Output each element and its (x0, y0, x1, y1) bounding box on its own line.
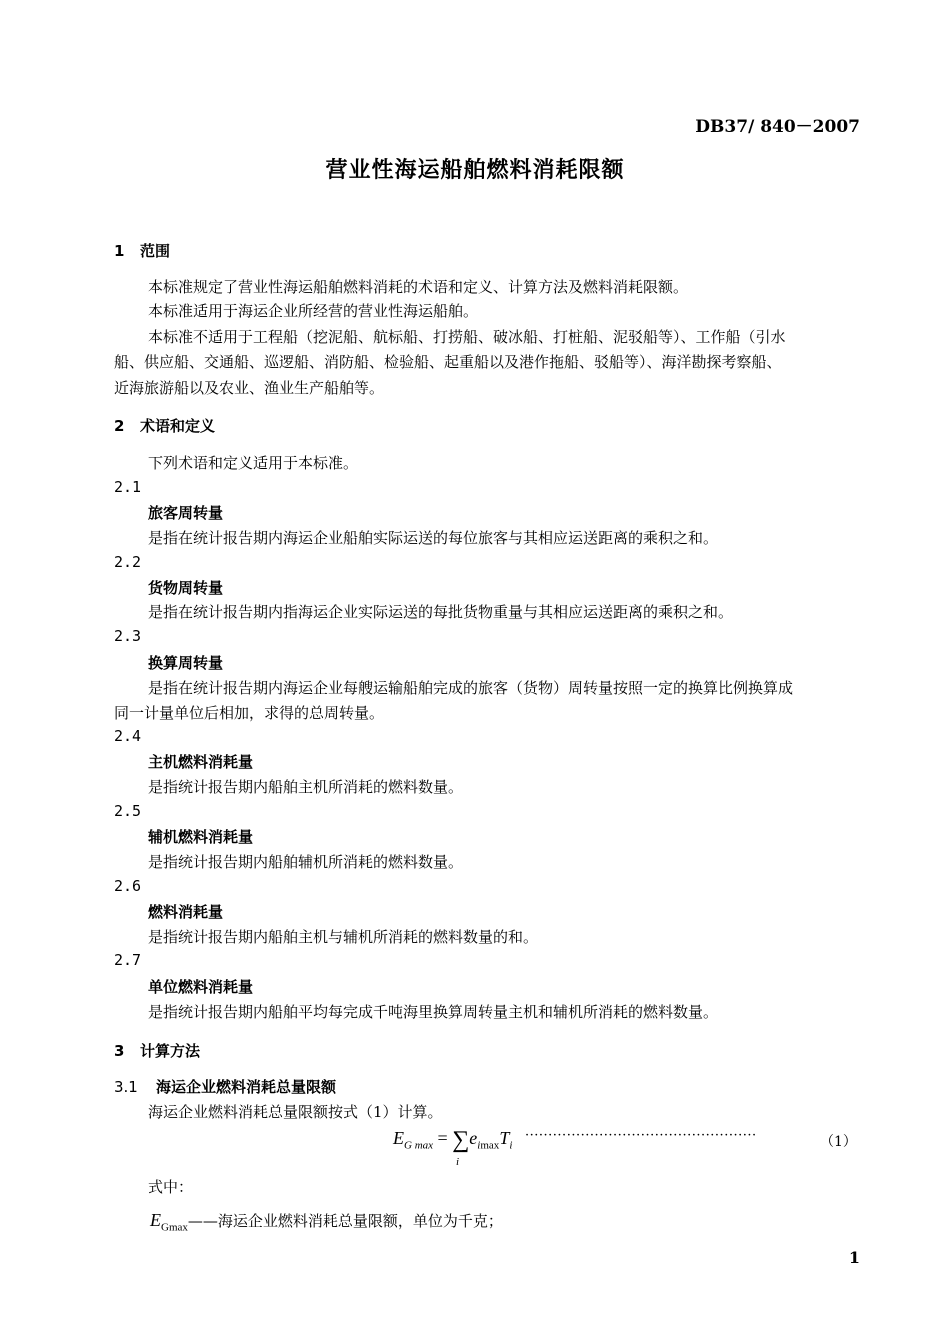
section-2-heading (114, 415, 215, 436)
term-definition: 是指统计报告期内船舶主机所消耗的燃料数量。 (148, 778, 464, 796)
section-title: 范围 (140, 242, 171, 260)
term-definition-continued: 同一计量单位后相加，求得的总周转量。 (114, 704, 385, 722)
formula-e-sub-i: i (477, 1139, 481, 1152)
variable-description: ——海运企业燃料消耗总量限额，单位为千克； (187, 1212, 503, 1230)
clause-number: 2.4 (114, 727, 142, 745)
section-number: 1 (114, 242, 125, 260)
clause-number: 2.3 (114, 627, 142, 645)
section-3-heading (114, 1040, 200, 1061)
formula-e-sub-max: max (480, 1139, 500, 1152)
variable-sub: Gmax (161, 1221, 188, 1234)
formula-number: （1） (820, 1134, 857, 1150)
section-number: 3 (114, 1042, 125, 1060)
clause-number: 2.5 (114, 802, 142, 820)
formula-lhs: E (393, 1128, 404, 1148)
term-definition: 是指统计报告期内船舶平均每完成千吨海里换算周转量主机和辅机所消耗的燃料数量。 (148, 1003, 719, 1021)
clause-number: 2.6 (114, 877, 142, 895)
term-heading: 旅客周转量 (148, 504, 224, 522)
term-heading: 主机燃料消耗量 (148, 753, 254, 771)
sum-symbol: ∑ (452, 1127, 470, 1153)
variable-definition (150, 1210, 503, 1234)
paragraph: 船、供应船、交通船、巡逻船、消防船、检验船、起重船以及港作拖船、驳船等）、海洋勘探考察船、 (114, 353, 782, 371)
paragraph: 下列术语和定义适用于本标准。 (148, 454, 359, 472)
subsection-3-1-heading (114, 1076, 336, 1097)
formula-lhs-sub: G max (404, 1139, 434, 1152)
section-1-heading (114, 240, 170, 261)
document-title: 营业性海运船舶燃料消耗限额 (325, 158, 625, 183)
where-label: 式中： (148, 1178, 194, 1196)
term-definition: 是指在统计报告期内海运企业船舶实际运送的每位旅客与其相应运送距离的乘积之和。 (148, 529, 719, 547)
term-heading: 辅机燃料消耗量 (148, 828, 254, 846)
section-number: 2 (114, 417, 125, 435)
standard-number: DB37/ 840－2007 (695, 117, 860, 137)
term-definition: 是指统计报告期内船舶辅机所消耗的燃料数量。 (148, 853, 464, 871)
variable-symbol: E (150, 1210, 161, 1230)
term-definition: 是指统计报告期内船舶主机与辅机所消耗的燃料数量的和。 (148, 928, 539, 946)
term-heading: 换算周转量 (148, 654, 224, 672)
term-heading: 货物周转量 (148, 579, 224, 597)
section-title: 术语和定义 (140, 417, 216, 435)
term-definition: 是指在统计报告期内海运企业每艘运输船舶完成的旅客（货物）周转量按照一定的换算比例换算成 (148, 679, 794, 697)
formula-leader-dots: ·················································· (525, 1128, 757, 1143)
subsection-title: 海运企业燃料消耗总量限额 (156, 1078, 337, 1096)
term-heading: 燃料消耗量 (148, 903, 224, 921)
paragraph: 近海旅游船以及农业、渔业生产船舶等。 (114, 379, 385, 397)
term-definition: 是指在统计报告期内指海运企业实际运送的每批货物重量与其相应运送距离的乘积之和。 (148, 603, 734, 621)
term-heading: 单位燃料消耗量 (148, 978, 254, 996)
formula-t-sub: i (509, 1139, 513, 1152)
sum-index: i (456, 1156, 460, 1168)
formula-e: e (469, 1128, 478, 1148)
paragraph: 本标准适用于海运企业所经营的营业性海运船舶。 (148, 302, 479, 320)
section-title: 计算方法 (140, 1042, 201, 1060)
clause-number: 2.1 (114, 478, 142, 496)
clause-number: 2.7 (114, 951, 142, 969)
formula-1 (393, 1124, 513, 1168)
paragraph: 海运企业燃料消耗总量限额按式（1）计算。 (148, 1103, 443, 1121)
paragraph: 本标准不适用于工程船（挖泥船、航标船、打捞船、破冰船、打桩船、泥驳船等）、工作船（引水 (148, 328, 786, 346)
clause-number: 2.2 (114, 553, 142, 571)
subsection-number: 3.1 (114, 1078, 138, 1096)
formula-t: T (499, 1128, 510, 1148)
formula-equals: = (437, 1128, 448, 1148)
page-number: 1 (848, 1248, 860, 1267)
paragraph: 本标准规定了营业性海运船舶燃料消耗的术语和定义、计算方法及燃料消耗限额。 (148, 278, 689, 296)
